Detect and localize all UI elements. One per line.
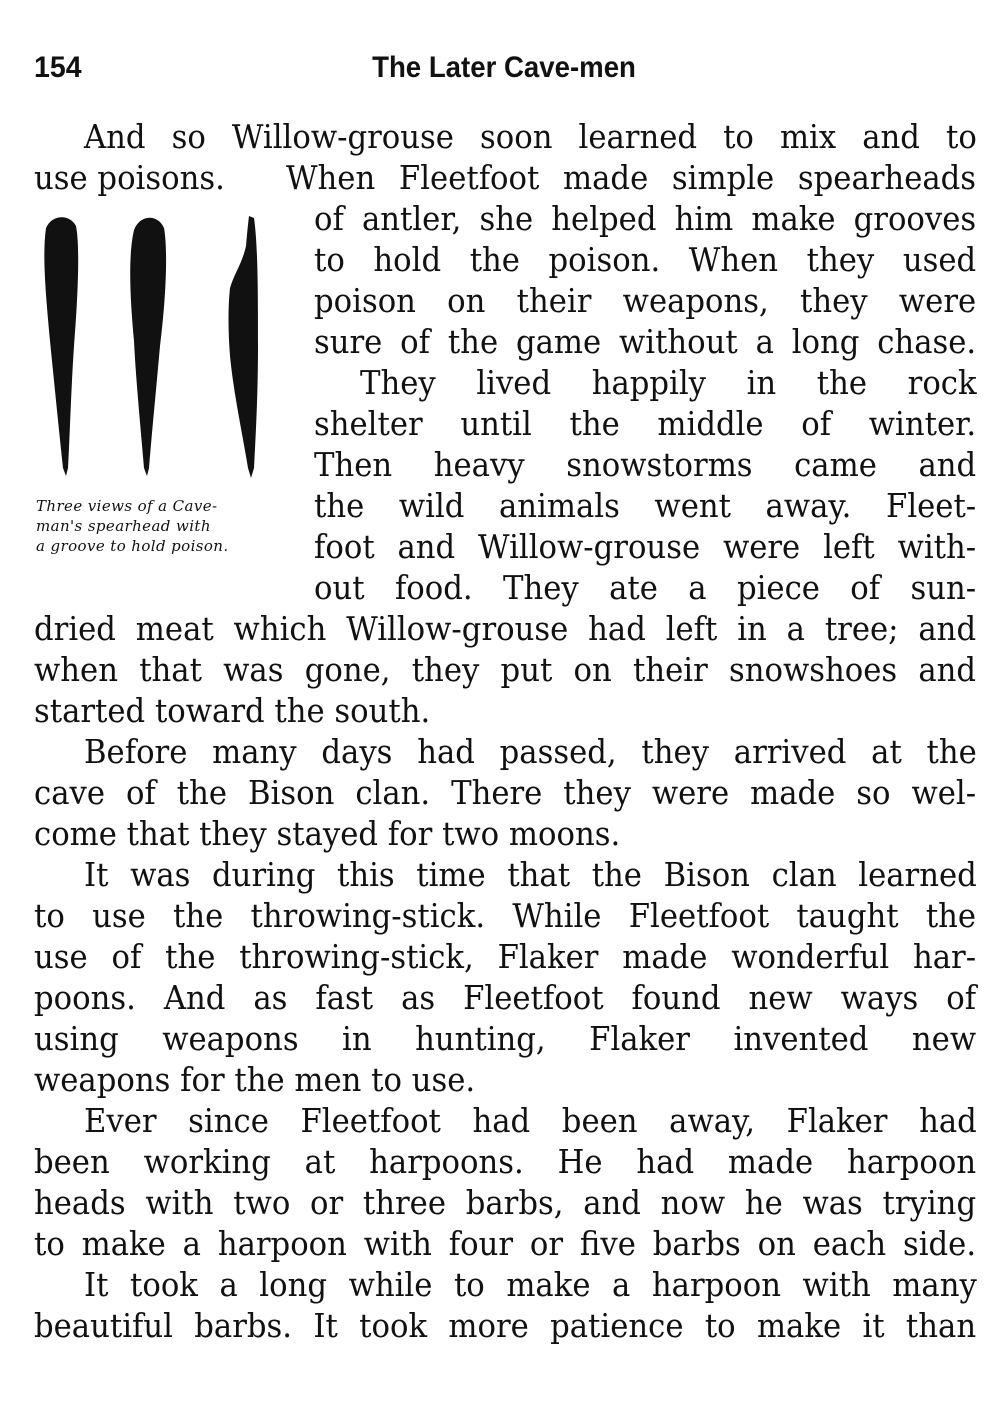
text-line: It was during this time that the Bison clan learned: [84, 855, 977, 894]
caption-line: Three views of a Cave-: [36, 497, 218, 515]
text-line: Then heavy snowstorms came and: [314, 445, 977, 484]
text-line: foot and Willow-grouse were left with-: [314, 527, 977, 566]
text-line: use poisons.: [34, 158, 225, 197]
text-line: shelter until the middle of winter.: [314, 404, 977, 443]
text-line: out food. They ate a piece of sun-: [314, 568, 977, 607]
text-line: Before many days had passed, they arrived at the: [84, 732, 977, 771]
spearhead-view-side: [229, 216, 259, 478]
page-number: 154: [34, 51, 82, 84]
text-line: Ever since Fleetfoot had been away, Flaker had: [84, 1101, 977, 1140]
text-line: beautiful barbs. It took more patience to make it than: [34, 1306, 977, 1345]
running-head: The Later Cave-men: [372, 51, 636, 84]
text-line: use of the throwing-stick, Flaker made wonderful har-: [34, 937, 977, 976]
spearhead-view-front: [44, 217, 78, 476]
text-line: of antler, she helped him make grooves: [314, 199, 977, 238]
text-line: to use the throwing-stick. While Fleetfoot taught the: [34, 896, 977, 935]
text-line: When Fleetfoot made simple spearheads: [286, 158, 977, 197]
text-line: They lived happily in the rock: [360, 363, 977, 402]
text-line: when that was gone, they put on their snowshoes and: [34, 650, 977, 689]
caption-line: a groove to hold poison.: [36, 537, 229, 555]
text-line: the wild animals went away. Fleet-: [314, 486, 977, 525]
text-line: It took a long while to make a harpoon with many: [84, 1265, 977, 1304]
text-line: heads with two or three barbs, and now he was trying: [34, 1183, 977, 1222]
text-line: And so Willow-grouse soon learned to mix and to: [84, 117, 977, 156]
text-line: to make a harpoon with four or five barbs on each side.: [34, 1224, 977, 1263]
text-line: cave of the Bison clan. There they were made so wel-: [34, 773, 977, 812]
text-line: started toward the south.: [34, 691, 431, 730]
page-header: [34, 46, 974, 90]
text-line: dried meat which Willow-grouse had left in a tree; and: [34, 609, 977, 648]
text-line: been working at harpoons. He had made harpoon: [34, 1142, 977, 1181]
text-line: to hold the poison. When they used: [314, 240, 977, 279]
spearhead-view-groove: [130, 218, 166, 476]
spearhead-figure: [30, 206, 310, 590]
text-line: come that they stayed for two moons.: [34, 814, 621, 853]
caption-line: man's spearhead with: [36, 517, 211, 535]
figure-caption: [36, 496, 312, 556]
spearhead-illustration-icon: [30, 206, 310, 496]
text-line: weapons for the men to use.: [34, 1060, 476, 1099]
text-line: using weapons in hunting, Flaker invented new: [34, 1019, 977, 1058]
text-line: sure of the game without a long chase.: [314, 322, 977, 361]
text-line: poison on their weapons, they were: [314, 281, 977, 320]
text-line: poons. And as fast as Fleetfoot found new ways of: [34, 978, 977, 1017]
